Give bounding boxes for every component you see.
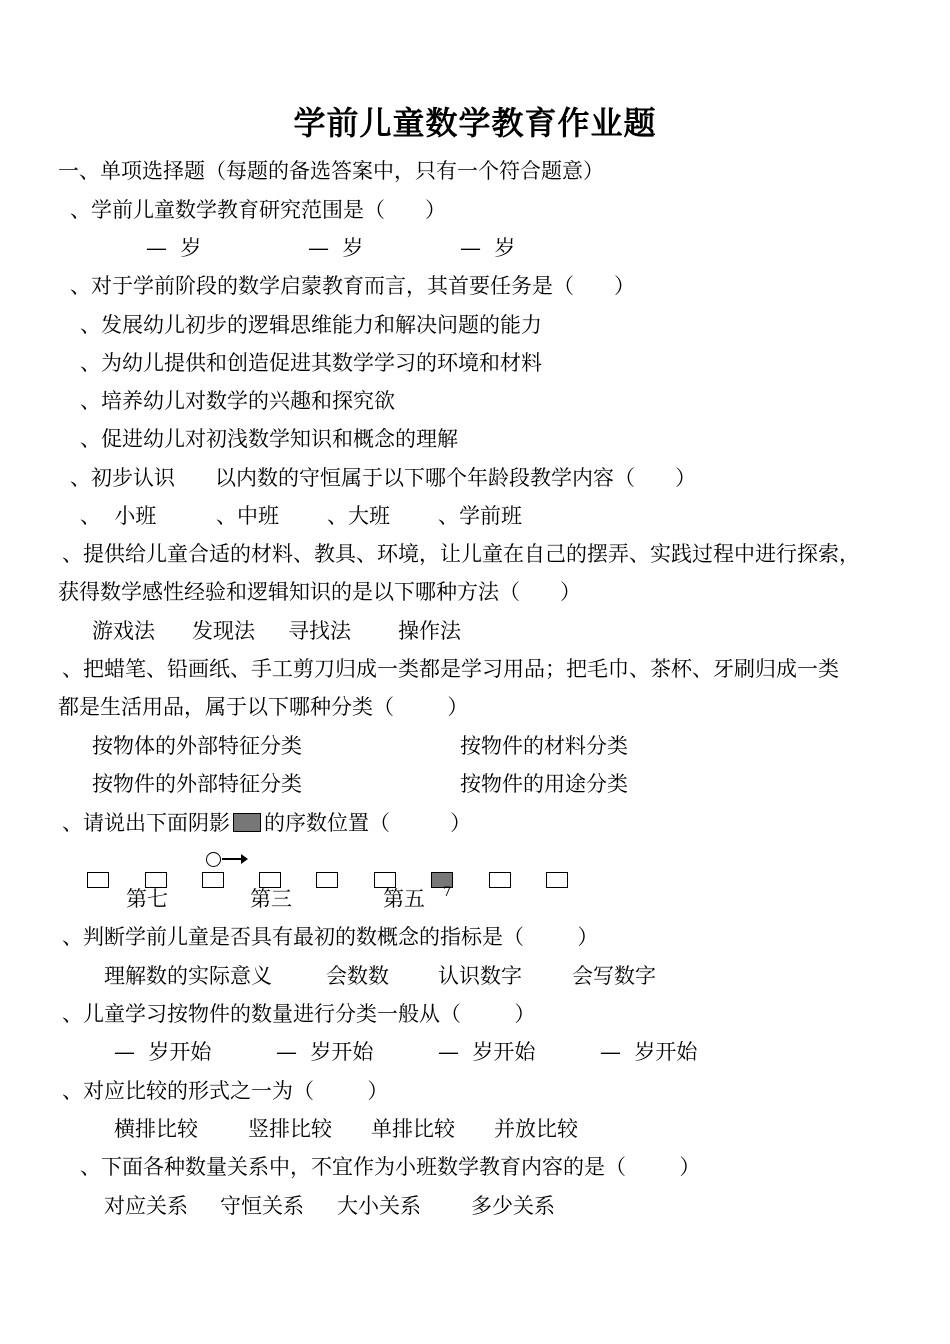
question-9-option-c: 单排比较 <box>371 1117 455 1141</box>
question-2-option-c: 、培养幼儿对数学的兴趣和探究欲 <box>80 389 395 413</box>
sequence-square-6 <box>374 872 396 888</box>
sequence-square-2 <box>145 872 167 888</box>
sequence-square-8 <box>489 872 511 888</box>
question-6-option-c: 第五 <box>383 887 425 911</box>
question-3-option-a: 、 小班 <box>80 504 157 528</box>
question-1-stem: 、学前儿童数学教育研究范围是（ ） <box>70 198 447 222</box>
question-5-stem-line-2: 都是生活用品，属于以下哪种分类（ ） <box>58 695 469 719</box>
question-6-option-b: 第三 <box>250 887 292 911</box>
question-5-option-c: 按物件的外部特征分类 <box>92 772 302 796</box>
question-3-option-d: 、学前班 <box>438 504 522 528</box>
question-1-option-c: — 岁 <box>460 236 516 260</box>
question-7-option-b: 会数数 <box>326 964 389 988</box>
sequence-square-5 <box>316 872 338 888</box>
question-8-option-d: — 岁开始 <box>600 1040 698 1064</box>
question-6-option-a: 第七 <box>126 887 168 911</box>
question-5-option-b: 按物件的材料分类 <box>460 734 628 758</box>
question-10-option-a: 对应关系 <box>104 1194 188 1218</box>
question-10-option-c: 大小关系 <box>337 1194 421 1218</box>
question-1-option-a: — 岁 <box>146 236 202 260</box>
question-10-stem: 、下面各种数量关系中，不宜作为小班数学教育内容的是（ ） <box>80 1155 701 1179</box>
question-7-option-d: 会写数字 <box>572 964 656 988</box>
question-2-option-a: 、发展幼儿初步的逻辑思维能力和解决问题的能力 <box>80 313 542 337</box>
question-2-option-b: 、为幼儿提供和创造促进其数学学习的环境和材料 <box>80 351 542 375</box>
question-2-option-d: 、促进幼儿对初浅数学知识和概念的理解 <box>80 427 458 451</box>
question-5-option-d: 按物件的用途分类 <box>460 772 628 796</box>
question-1-option-b: — 岁 <box>308 236 364 260</box>
question-7-option-c: 认识数字 <box>438 964 522 988</box>
question-4-option-b: 发现法 <box>192 619 255 643</box>
question-7-stem: 、判断学前儿童是否具有最初的数概念的指标是（ ） <box>62 925 599 949</box>
question-4-option-a: 游戏法 <box>92 619 155 643</box>
question-5-stem-line-1: 、把蜡笔、铅画纸、手工剪刀归成一类都是学习用品；把毛巾、茶杯、牙刷归成一类 <box>62 657 839 681</box>
question-4-stem-line-2: 获得数学感性经验和逻辑知识的是以下哪种方法（ ） <box>58 580 582 604</box>
question-3-stem: 、初步认识 以内数的守恒属于以下哪个年龄段教学内容（ ） <box>70 466 697 490</box>
question-8-option-c: — 岁开始 <box>438 1040 536 1064</box>
question-2-stem: 、对于学前阶段的数学启蒙教育而言，其首要任务是（ ） <box>70 274 636 298</box>
question-4-stem-line-1: 、提供给儿童合适的材料、教具、环境，让儿童在自己的摆弄、实践过程中进行探索， <box>62 542 860 566</box>
question-4-option-d: 操作法 <box>398 619 461 643</box>
question-8-option-b: — 岁开始 <box>276 1040 374 1064</box>
circle-icon <box>206 852 221 867</box>
document-title: 学前儿童数学教育作业题 <box>293 104 657 142</box>
question-9-option-b: 竖排比较 <box>248 1117 332 1141</box>
question-5-option-a: 按物体的外部特征分类 <box>92 734 302 758</box>
shaded-square-icon <box>233 813 261 832</box>
question-6-stem <box>62 811 471 835</box>
question-9-stem: 、对应比较的形式之一为（ ） <box>62 1079 389 1103</box>
question-4-option-c: 寻找法 <box>288 619 351 643</box>
question-6-stem-before: 、请说出下面阴影 <box>62 811 230 835</box>
sequence-square-3 <box>202 872 224 888</box>
sequence-square-9 <box>546 872 568 888</box>
question-8-option-a: — 岁开始 <box>114 1040 212 1064</box>
question-3-option-c: 、大班 <box>327 504 390 528</box>
question-6-stem-after: 的序数位置（ ） <box>264 811 472 835</box>
question-7-option-a: 理解数的实际意义 <box>104 964 272 988</box>
question-6-tick-mark: 7 <box>443 885 452 900</box>
question-3-option-b: 、中班 <box>216 504 279 528</box>
question-10-option-d: 多少关系 <box>471 1194 555 1218</box>
arrow-right-icon <box>222 858 242 860</box>
section-heading: 一、单项选择题（每题的备选答案中，只有一个符合题意） <box>58 159 604 183</box>
question-8-stem: 、儿童学习按物件的数量进行分类一般从（ ） <box>62 1002 536 1026</box>
sequence-square-1 <box>87 872 109 888</box>
sequence-square-4 <box>259 872 281 888</box>
question-10-option-b: 守恒关系 <box>220 1194 304 1218</box>
question-9-option-a: 横排比较 <box>114 1117 198 1141</box>
question-9-option-d: 并放比较 <box>494 1117 578 1141</box>
